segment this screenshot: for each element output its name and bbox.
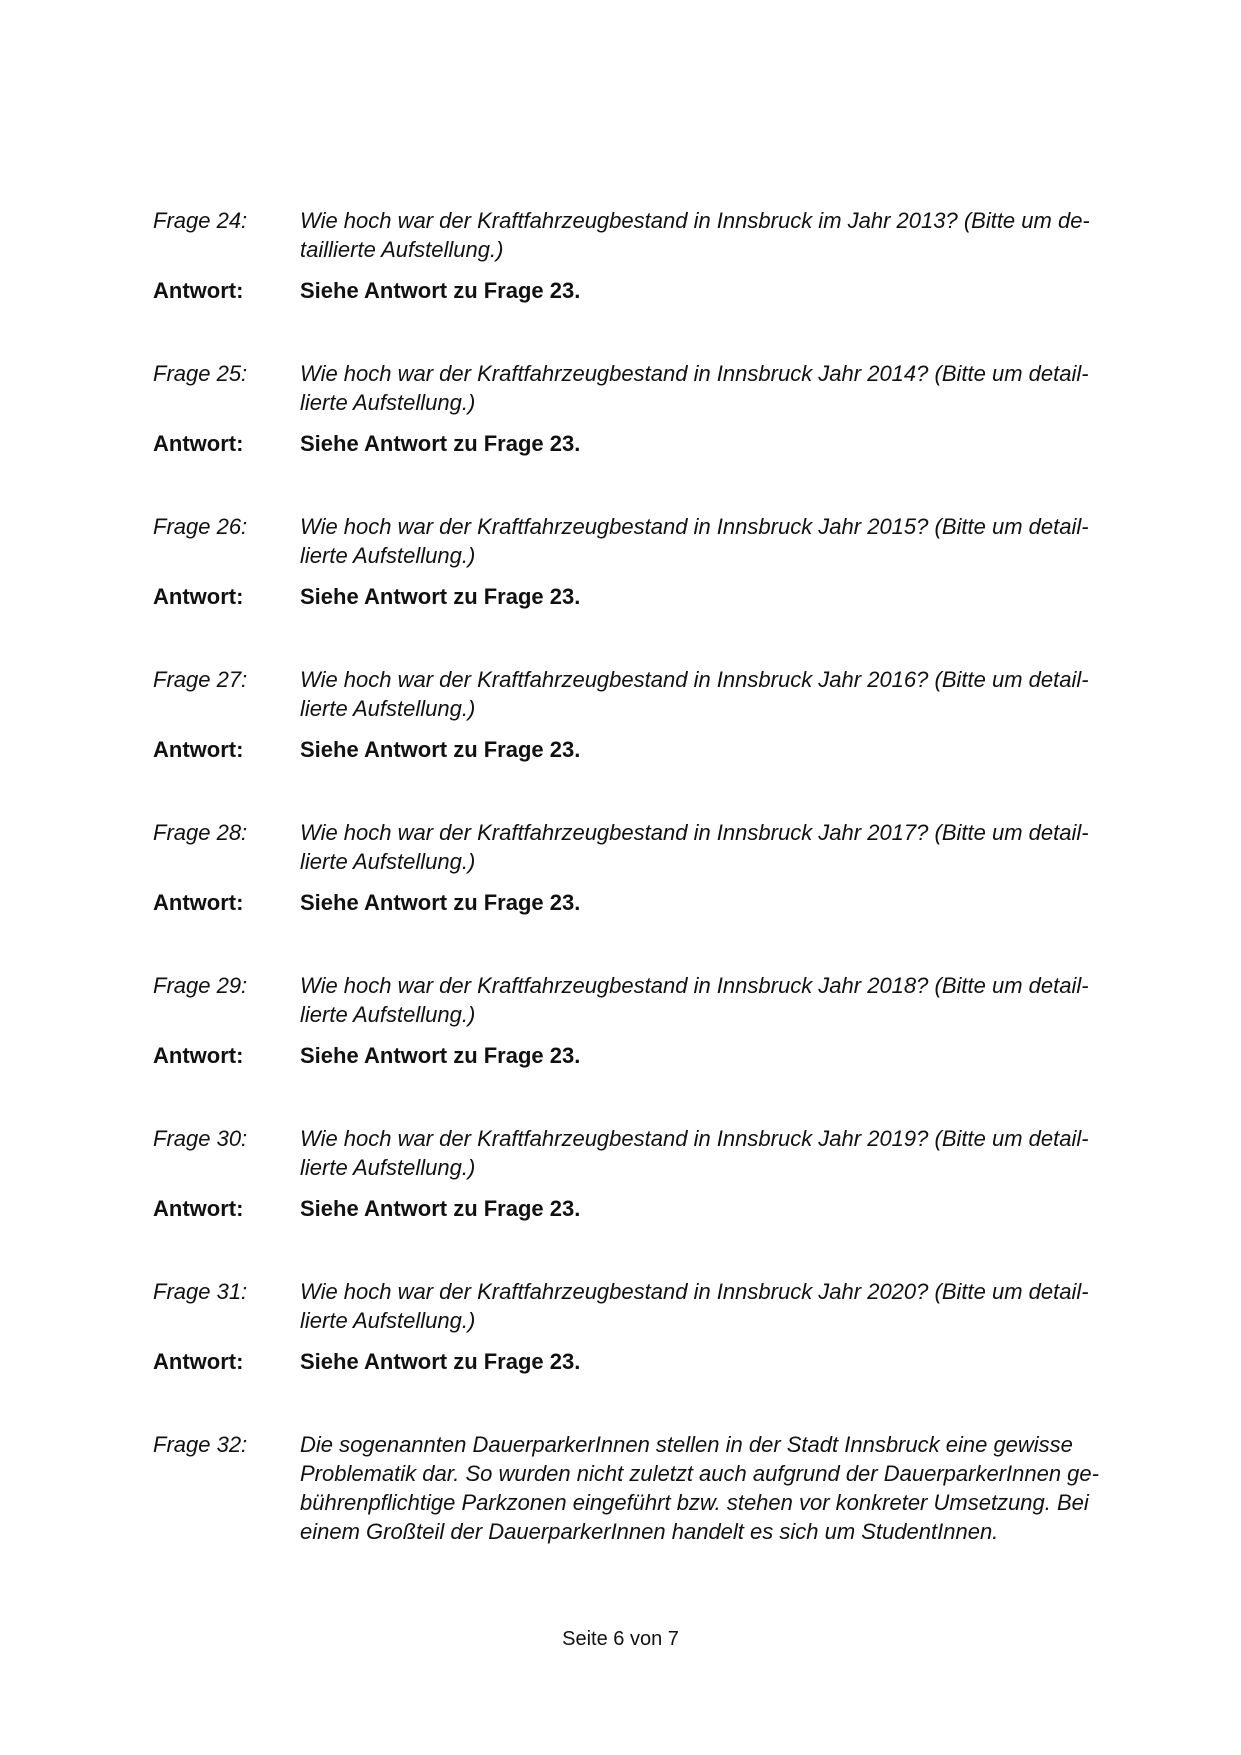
- qa-block: [153, 665, 1143, 764]
- answer-row: [153, 429, 1143, 458]
- question-label: Frage 24:: [153, 208, 248, 233]
- answer-label: Antwort:: [153, 1349, 244, 1374]
- question-text: [300, 512, 1143, 570]
- question-row: [153, 206, 1143, 264]
- answer-row: [153, 888, 1143, 917]
- answer-text: Siehe Antwort zu Frage 23.: [300, 1349, 581, 1374]
- qa-block: [153, 512, 1143, 611]
- question-line: taillierte Aufstellung.): [300, 237, 504, 262]
- question-text: [300, 665, 1143, 723]
- question-line: lierte Aufstellung.): [300, 1155, 476, 1180]
- qa-block: [153, 1124, 1143, 1223]
- question-label: Frage 26:: [153, 514, 248, 539]
- answer-label: Antwort:: [153, 1043, 244, 1068]
- question-text: [300, 206, 1143, 264]
- answer-row: [153, 735, 1143, 764]
- question-line: Wie hoch war der Kraftfahrzeugbestand in Innsbruck Jahr 2014? (Bitte um detail-: [300, 361, 1089, 386]
- question-line: Wie hoch war der Kraftfahrzeugbestand in Innsbruck Jahr 2020? (Bitte um detail-: [300, 1279, 1089, 1304]
- question-line: lierte Aufstellung.): [300, 849, 476, 874]
- answer-text: Siehe Antwort zu Frage 23.: [300, 278, 581, 303]
- question-line: Wie hoch war der Kraftfahrzeugbestand in Innsbruck Jahr 2019? (Bitte um detail-: [300, 1126, 1089, 1151]
- question-text: [300, 1277, 1143, 1335]
- question-line: lierte Aufstellung.): [300, 1308, 476, 1333]
- question-label: Frage 32:: [153, 1432, 248, 1457]
- answer-text: Siehe Antwort zu Frage 23.: [300, 737, 581, 762]
- question-text: [300, 971, 1143, 1029]
- answer-label: Antwort:: [153, 584, 244, 609]
- question-line: lierte Aufstellung.): [300, 543, 476, 568]
- question-row: [153, 971, 1143, 1029]
- answer-text: Siehe Antwort zu Frage 23.: [300, 584, 581, 609]
- question-row: [153, 818, 1143, 876]
- question-row: [153, 512, 1143, 570]
- question-line: lierte Aufstellung.): [300, 1002, 476, 1027]
- question-label: Frage 29:: [153, 973, 248, 998]
- question-row: [153, 359, 1143, 417]
- answer-row: [153, 1041, 1143, 1070]
- answer-row: [153, 582, 1143, 611]
- question-label: Frage 25:: [153, 361, 248, 386]
- question-line: lierte Aufstellung.): [300, 696, 476, 721]
- question-line: Wie hoch war der Kraftfahrzeugbestand in Innsbruck Jahr 2016? (Bitte um detail-: [300, 667, 1089, 692]
- question-row: [153, 665, 1143, 723]
- question-line: Wie hoch war der Kraftfahrzeugbestand in Innsbruck Jahr 2015? (Bitte um detail-: [300, 514, 1089, 539]
- question-line: Wie hoch war der Kraftfahrzeugbestand in Innsbruck Jahr 2017? (Bitte um detail-: [300, 820, 1089, 845]
- question-line: Wie hoch war der Kraftfahrzeugbestand in Innsbruck Jahr 2018? (Bitte um detail-: [300, 973, 1089, 998]
- qa-block: [153, 971, 1143, 1070]
- answer-label: Antwort:: [153, 737, 244, 762]
- question-line: Die sogenannten DauerparkerInnen stellen in der Stadt Innsbruck eine gewisse: [300, 1432, 1073, 1457]
- answer-label: Antwort:: [153, 278, 244, 303]
- question-label: Frage 27:: [153, 667, 248, 692]
- answer-row: [153, 1347, 1143, 1376]
- question-label: Frage 28:: [153, 820, 248, 845]
- page-footer: Seite 6 von 7: [562, 1628, 679, 1650]
- question-text: [300, 818, 1143, 876]
- question-line: einem Großteil der DauerparkerInnen handelt es sich um StudentInnen.: [300, 1519, 999, 1544]
- question-label: Frage 31:: [153, 1279, 248, 1304]
- qa-block: [153, 206, 1143, 305]
- question-row: [153, 1277, 1143, 1335]
- question-line: Problematik dar. So wurden nicht zuletzt auch aufgrund der DauerparkerInnen ge-: [300, 1461, 1099, 1486]
- question-row: [153, 1124, 1143, 1182]
- question-label: Frage 30:: [153, 1126, 248, 1151]
- answer-text: Siehe Antwort zu Frage 23.: [300, 1043, 581, 1068]
- answer-text: Siehe Antwort zu Frage 23.: [300, 431, 581, 456]
- qa-block: [153, 818, 1143, 917]
- answer-label: Antwort:: [153, 1196, 244, 1221]
- answer-text: Siehe Antwort zu Frage 23.: [300, 1196, 581, 1221]
- document-body: [153, 206, 1143, 1546]
- answer-text: Siehe Antwort zu Frage 23.: [300, 890, 581, 915]
- answer-row: [153, 1194, 1143, 1223]
- question-text: [300, 1124, 1143, 1182]
- qa-block: [153, 359, 1143, 458]
- question-row: [153, 1430, 1143, 1546]
- answer-label: Antwort:: [153, 431, 244, 456]
- answer-label: Antwort:: [153, 890, 244, 915]
- question-line: bührenpflichtige Parkzonen eingeführt bzw. stehen vor konkreter Umsetzung. Bei: [300, 1490, 1089, 1515]
- question-text: [300, 359, 1143, 417]
- question-line: Wie hoch war der Kraftfahrzeugbestand in Innsbruck im Jahr 2013? (Bitte um de-: [300, 208, 1090, 233]
- qa-block: [153, 1277, 1143, 1376]
- question-line: lierte Aufstellung.): [300, 390, 476, 415]
- question-text: [300, 1430, 1143, 1546]
- answer-row: [153, 276, 1143, 305]
- qa-block: [153, 1430, 1143, 1546]
